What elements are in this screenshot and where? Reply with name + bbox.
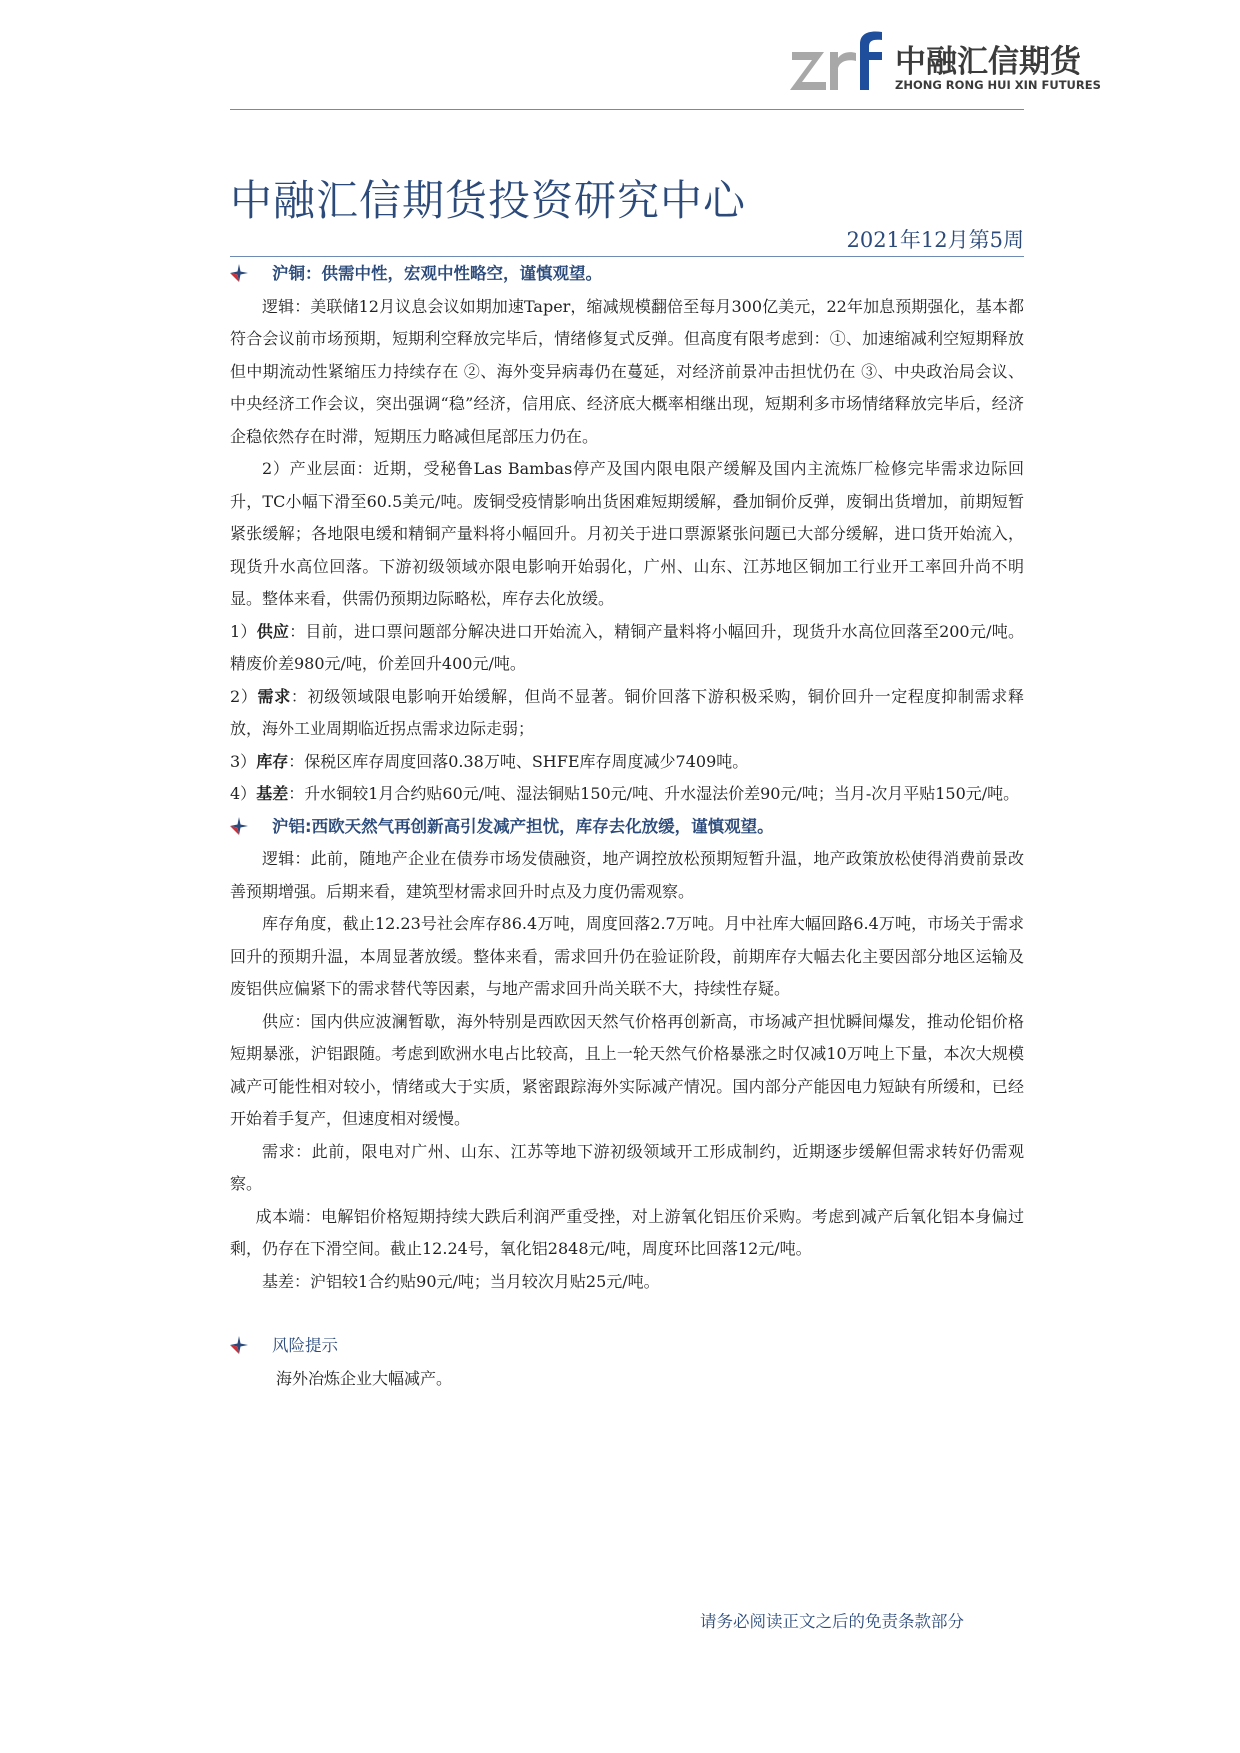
copper-heading-text: 沪铜：供需中性，宏观中性略空，谨慎观望。: [272, 264, 602, 283]
item-text: ：保税区库存周度回落0.38万吨、SHFE库存周度减少7409吨。: [288, 751, 749, 771]
copper-logic-paragraph: 逻辑：美联储12月议息会议如期加速Taper，缩减规模翻倍至每月300亿美元，22年加息预期强化，基本都符合会议前市场预期，短期利空释放完毕后，情绪修复式反弹。但高度有限考虑到：①、加速缩减利空短期释放但中期流动性紧缩压力持续存在 ②、海外变异病毒仍在蔓延，对经济前景冲击担忧仍在 ③、中央政治局会议、中央经济工作会议，突出强调“稳”经济，信用底、经济底大概率相继出现，短期利多市场情绪释放完毕后，经济企稳依然存在时滞，短期压力略减但尾部压力仍在。: [230, 296, 1024, 446]
aluminum-heading-text: 沪铝:西欧天然气再创新高引发减产担忧，库存去化放缓，谨慎观望。: [272, 816, 774, 836]
logo-r-mark: [830, 52, 856, 90]
copper-basis-item: [230, 778, 1024, 811]
item-text: ：升水铜较1月合约贴60元/吨、湿法铜贴150元/吨、升水湿法价差90元/吨；当月-次月平贴150元/吨。: [288, 784, 1020, 803]
risk-heading-text: 风险提示: [272, 1336, 338, 1355]
copper-inventory-item: [230, 746, 1024, 779]
aluminum-cost-paragraph: 成本端：电解铝价格短期持续大跌后利润严重受挫，对上游氧化铝压价采购。考虑到减产后氧化铝本身偏过剩，仍存在下滑空间。截止12.24号，氧化铝2848元/吨，周度环比回落12元/吨。: [230, 1206, 1024, 1258]
logo-chinese-name: 中融汇信期货: [895, 44, 1081, 80]
item-text: ：目前，进口票问题部分解决进口开始流入，精铜产量料将小幅回升，现货升水高位回落至200元/吨。精废价差980元/吨，价差回升400元/吨。: [230, 621, 1024, 673]
bullet-star-icon: [230, 264, 248, 282]
footer-disclaimer: 请务必阅读正文之后的免责条款部分: [700, 1612, 964, 1631]
risk-text: 海外冶炼企业大幅减产。: [276, 1368, 453, 1388]
date-rule: [230, 256, 1024, 257]
item-label: 库存: [256, 751, 289, 771]
item-number: 1）: [230, 621, 257, 641]
item-number: 2）: [230, 686, 258, 706]
logo-english-name: ZHONG RONG HUI XIN FUTURES: [895, 78, 1101, 92]
aluminum-inventory-paragraph: 库存角度，截止12.23号社会库存86.4万吨，周度回落2.7万吨。月中社库大幅回路6.4万吨，市场关于需求回升的预期升温，本周显著放缓。整体来看，需求回升仍在验证阶段，前期库存大幅去化主要因部分地区运输及废铝供应偏紧下的需求替代等因素，与地产需求回升尚关联不大，持续性存疑。: [230, 914, 1024, 998]
bullet-star-icon: [230, 1336, 248, 1354]
aluminum-section-heading: [230, 811, 1024, 844]
item-label: 供应: [256, 621, 290, 641]
aluminum-basis-paragraph: 基差：沪铝较1合约贴90元/吨；当月较次月贴25元/吨。: [262, 1271, 660, 1291]
report-body: [230, 258, 1024, 1395]
item-number: 4）: [230, 784, 257, 803]
copper-supply-item: [230, 616, 1024, 681]
copper-industry-paragraph: 2）产业层面：近期，受秘鲁Las Bambas停产及国内限电限产缓解及国内主流炼厂检修完毕需求边际回升，TC小幅下滑至60.5美元/吨。废铜受疫情影响出货困难短期缓解，叠加铜价反弹，废铜出货增加，前期短暂紧张缓解；各地限电缓和精铜产量料将小幅回升。月初关于进口票源紧张问题已大部分缓解，进口货开始流入，现货升水高位回落。下游初级领域亦限电影响开始弱化，广州、山东、江苏地区铜加工行业开工率回升尚不明显。整体来看，供需仍预期边际略松，库存去化放缓。: [230, 459, 1024, 608]
risk-section-heading: [230, 1330, 1024, 1363]
aluminum-supply-paragraph: 供应：国内供应波澜暂歇，海外特别是西欧因天然气价格再创新高，市场减产担忧瞬间爆发，推动伦铝价格短期暴涨，沪铝跟随。考虑到欧洲水电占比较高，且上一轮天然气价格暴涨之时仅减10万吨上下量，本次大规模减产可能性相对较小，情绪或大于实质，紧密跟踪海外实际减产情况。国内部分产能因电力短缺有所缓和，已经开始着手复产，但速度相对缓慢。: [230, 1011, 1024, 1128]
aluminum-demand-paragraph: 需求：此前，限电对广州、山东、江苏等地下游初级领域开工形成制约，近期逐步缓解但需求转好仍需观察。: [230, 1141, 1024, 1193]
item-number: 3）: [230, 751, 257, 771]
item-label: 基差: [256, 784, 289, 803]
section-spacer: [230, 1298, 1024, 1330]
report-date: 2021年12月第5周: [846, 228, 1024, 252]
logo-f-mark: [860, 32, 882, 91]
copper-demand-item: [230, 681, 1024, 746]
item-label: 需求: [257, 686, 291, 706]
aluminum-logic-paragraph: 逻辑：此前，随地产企业在债券市场发债融资，地产调控放松预期短暂升温，地产政策放松使得消费前景改善预期增强。后期来看，建筑型材需求回升时点及力度仍需观察。: [230, 849, 1024, 901]
item-text: ：初级领域限电影响开始缓解，但尚不显著。铜价回落下游积极采购，铜价回升一定程度抑制需求释放，海外工业周期临近拐点需求边际走弱；: [230, 686, 1024, 738]
header-rule: [230, 109, 1024, 110]
logo-z-mark: [790, 52, 826, 90]
copper-section-heading: [230, 258, 1024, 291]
bullet-star-icon: [230, 817, 248, 835]
page-title: 中融汇信期货投资研究中心: [230, 176, 747, 225]
